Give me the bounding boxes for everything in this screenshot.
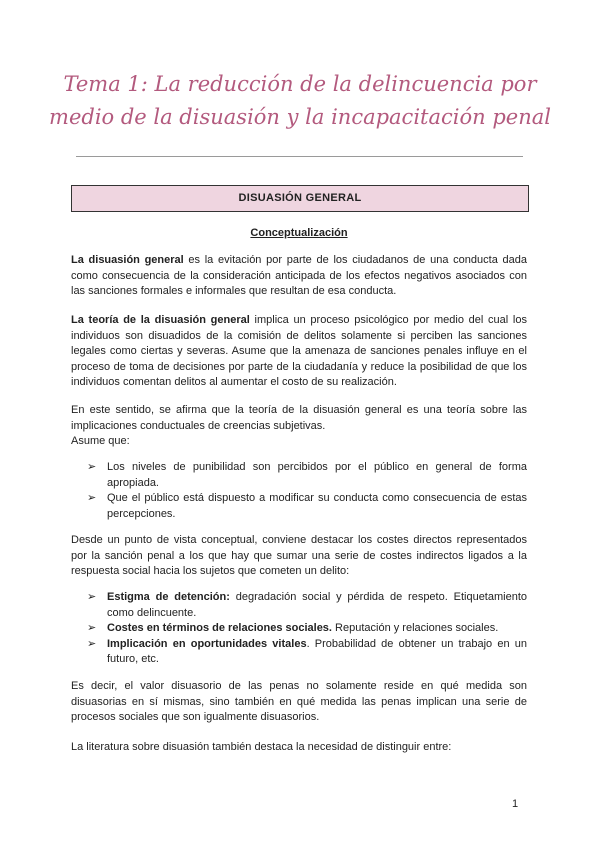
paragraph-definition-bold: La disuasión general: [71, 254, 184, 266]
arrow-bullet-icon: ➢: [87, 492, 97, 504]
title-divider: [76, 156, 523, 157]
paragraph-summary: Es decir, el valor disuasorio de las penas no solamente reside en qué medida son disuasorias en sí mismas, sino también en qué medida las penas implican una serie de procesos sociales que son igualmente disuasorios.: [71, 680, 527, 723]
arrow-bullet-icon: ➢: [87, 637, 97, 650]
paragraph-costs: Desde un punto de vista conceptual, conviene destacar los costes directos representados por la sanción penal a los que hay que sumar una serie de costes indirectos ligados a la respuesta social hacia los sujetos que cometen un delito:: [71, 534, 527, 577]
paragraph-literature: La literatura sobre disuasión también destaca la necesidad de distinguir entre:: [71, 741, 452, 753]
document-title: Tema 1: La reducción de la delincuencia por medio de la disuasión y la incapacitación penal: [49, 72, 551, 129]
arrow-bullet-icon: ➢: [87, 622, 97, 634]
paragraph-theory-bold: La teoría de la disuasión general: [71, 314, 250, 326]
paragraph-definition-text: es la evitación por parte de los ciudadanos de una conducta dada como consecuencia de la consideración anticipada de los efectos negativos asociados con las sanciones formales e informales que resultan de esa conducta.: [71, 254, 527, 297]
arrow-bullet-icon: ➢: [87, 591, 97, 603]
section-header: DISUASIÓN GENERAL: [71, 185, 529, 212]
assumptions-list: [87, 460, 527, 522]
paragraph-theory: [71, 313, 527, 391]
list-item: ➢ Implicación en oportunidades vitales. Probabilidad de obtener un trabajo en un futuro, etc.: [87, 637, 527, 665]
arrow-bullet-icon: ➢: [87, 461, 97, 473]
page-number: 1: [512, 798, 519, 810]
list-item: ➢ Que el público está dispuesto a modificar su conducta como consecuencia de estas percepciones.: [87, 492, 527, 520]
costs-list: [87, 590, 527, 668]
list-item: ➢ Estigma de detención: degradación social y pérdida de respeto. Etiquetamiento como delincuente.: [87, 591, 527, 619]
subheading: Conceptualización: [250, 227, 348, 239]
paragraph-assumes: Asume que:: [71, 435, 130, 447]
paragraph-sense-text: En este sentido, se afirma que la teoría de la disuasión general es una teoría sobre las implicaciones conductuales de creencias subjetivas.: [71, 404, 527, 432]
paragraph-sense: [71, 403, 527, 450]
paragraph-theory-text: implica un proceso psicológico por medio del cual los individuos son disuadidos de la comisión de delitos solamente si perciben las sanciones legales como ciertas y severas. Asume que la amenaza de sanciones penales influye en el proceso de toma de decisiones por parte de la ciudadanía y reduce la posibilidad de que los individuos comentan delitos al aumentar el costo de su realización.: [71, 314, 527, 388]
paragraph-definition: [71, 253, 527, 300]
list-item: ➢ Costes en términos de relaciones sociales. Reputación y relaciones sociales.: [87, 621, 527, 637]
list-item: ➢ Los niveles de punibilidad son percibidos por el público en general de forma apropiada.: [87, 461, 527, 489]
